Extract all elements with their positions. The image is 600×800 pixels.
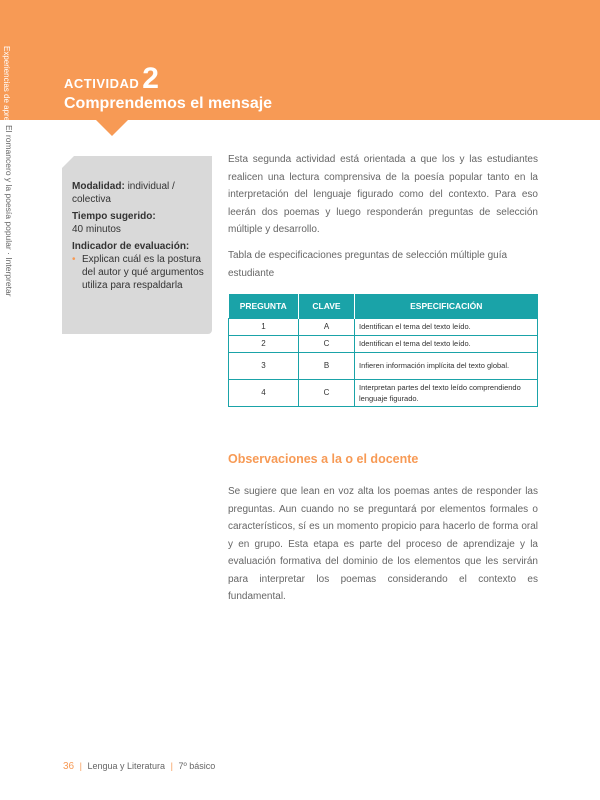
unit-side-label <box>4 125 18 325</box>
modality-block <box>72 180 207 206</box>
modality-label: Modalidad: <box>72 181 125 192</box>
cell-clave: A <box>299 318 355 335</box>
cell-especificacion: Interpretan partes del texto leído comprendiendo lenguaje figurado. <box>355 379 538 406</box>
time-block <box>72 210 207 236</box>
cell-pregunta: 4 <box>229 379 299 406</box>
specification-table <box>228 294 538 407</box>
header-notch <box>94 118 130 136</box>
observations-title: Observaciones a la o el docente <box>228 452 419 466</box>
footer-separator: | <box>79 761 82 771</box>
time-label: Tiempo sugerido: <box>72 211 156 222</box>
cell-especificacion: Identifican el tema del texto leído. <box>355 335 538 352</box>
activity-number: 2 <box>142 62 159 95</box>
cell-pregunta: 1 <box>229 318 299 335</box>
section-side-label-text: Experiencias de aprendizaje <box>2 46 11 147</box>
bullet-icon: • <box>72 254 76 265</box>
cell-clave: C <box>299 379 355 406</box>
footer-grade: 7º básico <box>178 761 216 771</box>
footer-separator: | <box>170 761 173 771</box>
indicator-block <box>72 240 207 292</box>
page-title: Comprendemos el mensaje <box>64 95 273 112</box>
table-row <box>229 335 538 352</box>
observations-paragraph: Se sugiere que lean en voz alta los poemas antes de responder las preguntas. Aun cuando no se preguntará por elementos formales o característicos, sí es un momento propicio para hacerlo de forma oral y en grupo. Esta etapa es parte del proceso de aprendizaje y la evaluación formativa del dominio de los elementos que les servirán para interpretar los poemas considerando el contexto es fundamental. <box>228 486 538 602</box>
header-pregunta: PREGUNTA <box>229 294 299 318</box>
indicator-label: Indicador de evaluación: <box>72 241 190 252</box>
unit-side-label-text: El romancero y la poesía popular · Interpretar <box>4 125 14 297</box>
cell-especificacion: Identifican el tema del texto leído. <box>355 318 538 335</box>
info-box-corner <box>62 156 74 168</box>
section-side-label <box>2 46 22 147</box>
indicator-item <box>72 253 207 292</box>
time-value: 40 minutos <box>72 224 121 235</box>
activity-info-content <box>72 180 207 296</box>
activity-word: ACTIVIDAD <box>64 76 140 91</box>
header-clave: CLAVE <box>299 294 355 318</box>
header-especificacion: ESPECIFICACIÓN <box>355 294 538 318</box>
modality-value: individual / colectiva <box>72 181 175 205</box>
cell-pregunta: 2 <box>229 335 299 352</box>
page-footer <box>63 761 215 772</box>
cell-pregunta: 3 <box>229 352 299 379</box>
table-row <box>229 352 538 379</box>
table-header-row <box>229 294 538 318</box>
page-number: 36 <box>63 761 75 772</box>
cell-clave: C <box>299 335 355 352</box>
cell-especificacion: Infieren información implícita del texto global. <box>355 352 538 379</box>
activity-heading <box>64 62 159 96</box>
cell-clave: B <box>299 352 355 379</box>
table-row <box>229 379 538 406</box>
intro-paragraph: Esta segunda actividad está orientada a que los y las estudiantes realicen una lectura comprensiva de la poesía popular tanto en la interpretación del lenguaje figurado como del contexto. Para eso leerán dos poemas y luego responderán preguntas de selección múltiple y desarrollo. <box>228 154 538 235</box>
indicator-text: Explican cuál es la postura del autor y qué argumentos utiliza para respaldarla <box>82 254 204 291</box>
table-row <box>229 318 538 335</box>
table-caption: Tabla de especificaciones preguntas de selección múltiple guía estudiante <box>228 250 508 279</box>
footer-subject: Lengua y Literatura <box>87 761 166 771</box>
